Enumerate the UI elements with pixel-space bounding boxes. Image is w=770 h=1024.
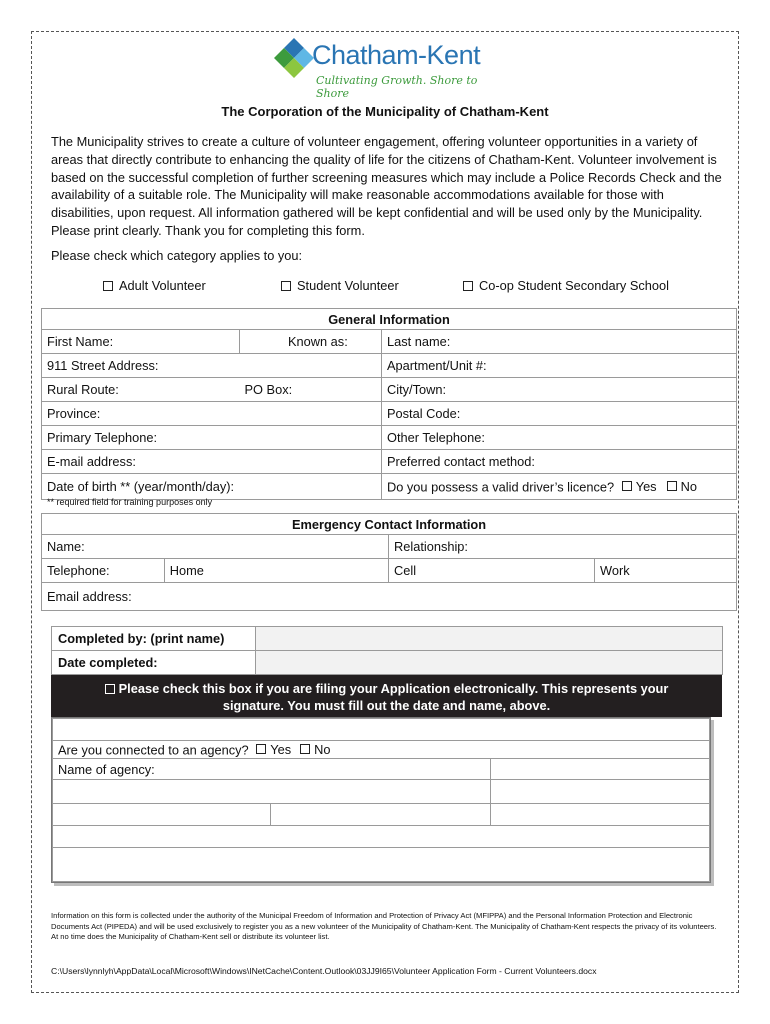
category-label: Student Volunteer [297,278,399,293]
po-box-field[interactable]: PO Box: [240,378,382,402]
telephone-label: Telephone: [42,559,165,583]
emergency-name-field[interactable]: Name: [42,535,389,559]
form-title: The Corporation of the Municipality of Chatham-Kent [221,104,549,119]
agency-yes-label: Yes [270,741,292,757]
agency-name-label: Name of agency: [53,759,491,780]
agency-cell-1[interactable] [53,804,271,826]
agency-row-a[interactable] [53,780,491,804]
agency-blank-row [53,719,710,741]
date-completed-label: Date completed: [52,651,256,675]
agency-name-input[interactable] [491,759,710,780]
electronic-signature-bar [51,675,722,717]
home-phone-field[interactable]: Home [164,559,388,583]
logo-wordmark: Chatham-Kent [312,40,481,70]
privacy-notice: Information on this form is collected under the authority of the Municipal Freedom of Information and Protection of Privacy Act (MFIPPA) and the Personal Information Protection and Electronic Documents Act (PIPEDA) and will be used exclusively to register you as a new volunteer of the Municipality of Chatham-Kent. The Municipality of Chatham-Kent respects the privacy of its volunteers. At no time does the Municipality of Chatham-Kent sell or distribute its volunteer list. [51,911,717,942]
checkbox-icon[interactable] [103,281,113,291]
cell-phone-field[interactable]: Cell [389,559,595,583]
licence-yes-label: Yes [635,478,657,494]
city-field[interactable]: City/Town: [382,378,737,402]
relationship-field[interactable]: Relationship: [389,535,737,559]
preferred-contact-field[interactable]: Preferred contact method: [382,450,737,474]
agency-row-d[interactable] [53,848,710,882]
category-student[interactable] [281,278,399,293]
rural-route-field[interactable]: Rural Route: [42,378,240,402]
agency-cell-2[interactable] [271,804,491,826]
province-field[interactable]: Province: [42,402,382,426]
category-adult[interactable] [103,278,206,293]
known-as-field[interactable]: Known as: [240,330,382,354]
general-info-table [41,308,737,500]
logo-diamond-icon [274,38,314,78]
work-phone-field[interactable]: Work [595,559,737,583]
agency-question: Are you connected to an agency? [58,742,249,758]
file-path: C:\Users\lynnlyh\AppData\Local\Microsoft\Windows\INetCache\Content.Outlook\03JJ9I65\Volunteer Application Form - Current Volunteers.docx [51,966,597,976]
last-name-field[interactable]: Last name: [382,330,737,354]
dob-field[interactable]: Date of birth ** (year/month/day): [42,474,382,500]
primary-phone-field[interactable]: Primary Telephone: [42,426,382,450]
agency-question-row [53,741,710,759]
email-field[interactable]: E-mail address: [42,450,382,474]
agency-cell-3[interactable] [491,804,710,826]
date-completed-input[interactable] [256,651,723,675]
street-address-field[interactable]: 911 Street Address: [42,354,382,378]
postal-code-field[interactable]: Postal Code: [382,402,737,426]
agency-row-b[interactable] [491,780,710,804]
completion-table [51,626,723,675]
licence-row [382,474,737,500]
completed-by-label: Completed by: (print name) [52,627,256,651]
other-phone-field[interactable]: Other Telephone: [382,426,737,450]
chatham-kent-logo [272,36,492,100]
category-label: Adult Volunteer [119,278,206,293]
emergency-email-field[interactable]: Email address: [42,583,737,611]
electronic-checkbox[interactable] [105,684,115,694]
electronic-line2: signature. You must fill out the date and name, above. [222,698,551,713]
agency-no-label: No [314,741,331,757]
agency-yes-checkbox[interactable] [256,744,266,754]
agency-section [51,717,711,883]
apartment-field[interactable]: Apartment/Unit #: [382,354,737,378]
completed-by-input[interactable] [256,627,723,651]
first-name-field[interactable]: First Name: [42,330,240,354]
category-label: Co-op Student Secondary School [479,278,669,293]
checkbox-icon[interactable] [463,281,473,291]
licence-no-label: No [680,478,697,494]
intro-paragraph: The Municipality strives to create a culture of volunteer engagement, offering volunteer opportunities in a variety of areas that directly contribute to enhancing the quality of life for the citizens of Chatham-Kent. Volunteer involvement is based on the successful completion of further screening measures which may include a Police Records Check and the availability of a suitable role. The Municipality will make reasonable accommodations available for those with disabilities, upon request. All information gathered will be kept confidential and will be used only by the Municipality. Please print clearly. Thank you for completing this form. [51,134,722,238]
general-heading: General Information [42,309,737,330]
emergency-heading: Emergency Contact Information [42,514,737,535]
category-prompt: Please check which category applies to you: [51,248,303,263]
checkbox-icon[interactable] [281,281,291,291]
licence-question: Do you possess a valid driver’s licence? [387,479,615,495]
logo-tagline: Cultivating Growth. Shore to Shore [316,74,478,100]
licence-yes-checkbox[interactable] [622,481,632,491]
emergency-table [41,513,737,611]
category-coop[interactable] [463,278,669,293]
agency-no-checkbox[interactable] [300,744,310,754]
agency-row-c[interactable] [53,826,710,848]
required-note: ** required field for training purposes only [47,497,213,507]
licence-no-checkbox[interactable] [667,481,677,491]
electronic-line1: Please check this box if you are filing your Application electronically. This represents your [118,681,669,696]
